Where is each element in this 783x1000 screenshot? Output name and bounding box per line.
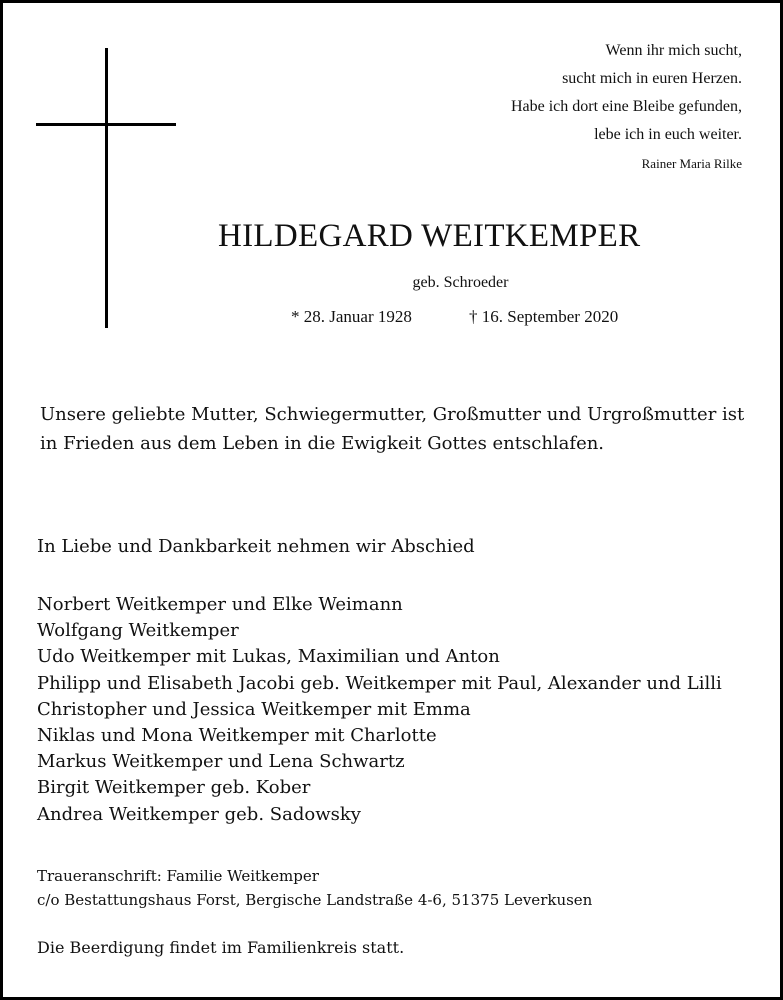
address-line: c/o Bestattungshaus Forst, Bergische Landstraße 4-6, 51375 Leverkusen <box>37 891 593 909</box>
poem-line: lebe ich in euch weiter. <box>594 126 742 143</box>
family-member: Markus Weitkemper und Lena Schwartz <box>37 751 405 773</box>
family-member: Birgit Weitkemper geb. Kober <box>37 777 311 799</box>
poem-line: Wenn ihr mich sucht, <box>605 42 742 59</box>
family-member: Niklas und Mona Weitkemper mit Charlotte <box>37 725 437 747</box>
birth-date: * 28. Januar 1928 <box>291 307 412 326</box>
deceased-name: HILDEGARD WEITKEMPER <box>218 218 641 254</box>
mourning-address <box>37 864 592 912</box>
maiden-name: geb. Schroeder <box>412 274 509 291</box>
death-date: † 16. September 2020 <box>469 307 619 326</box>
funeral-note: Die Beerdigung findet im Familienkreis statt. <box>37 938 405 957</box>
cross-icon-horizontal <box>36 123 176 126</box>
address-line: Traueranschrift: Familie Weitkemper <box>37 867 319 885</box>
family-member: Norbert Weitkemper und Elke Weimann <box>37 594 403 615</box>
poem <box>511 37 742 149</box>
family-member: Andrea Weitkemper geb. Sadowsky <box>37 803 361 825</box>
life-dates <box>291 307 651 327</box>
family-member: Christopher und Jessica Weitkemper mit Emma <box>37 698 471 720</box>
cross-icon-vertical <box>105 48 108 328</box>
family-member: Philipp und Elisabeth Jacobi geb. Weitkemper mit Paul, Alexander und Lilli <box>37 672 722 694</box>
family-member: Udo Weitkemper mit Lukas, Maximilian und Anton <box>37 646 500 668</box>
farewell-text: In Liebe und Dankbarkeit nehmen wir Abschied <box>37 536 475 557</box>
poem-line: sucht mich in euren Herzen. <box>562 70 742 87</box>
intro-text: Unsere geliebte Mutter, Schwiegermutter, Großmutter und Urgroßmutter ist in Frieden aus dem Leben in die Ewigkeit Gottes entschlafen. <box>40 404 745 454</box>
family-member: Wolfgang Weitkemper <box>37 620 239 642</box>
poem-line: Habe ich dort eine Bleibe gefunden, <box>510 98 742 115</box>
family-list <box>37 592 722 828</box>
poem-author: Rainer Maria Rilke <box>641 156 742 171</box>
